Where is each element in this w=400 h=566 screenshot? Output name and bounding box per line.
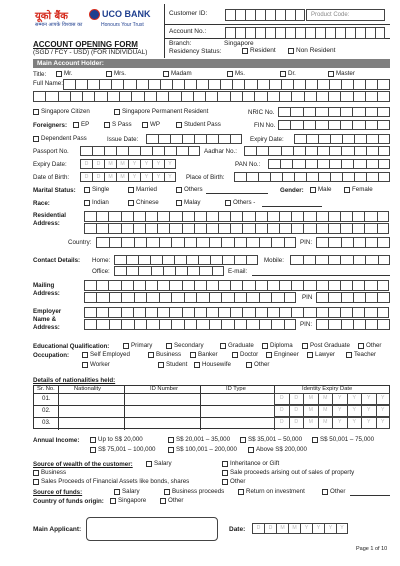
bank-hindi-tagline: सम्मान आपके विश्वास का [35, 22, 83, 28]
property-checkbox[interactable] [222, 470, 228, 476]
pob-label: Place of Birth: [186, 174, 225, 181]
funds-roi-label: Return on investment [246, 488, 305, 495]
title-mrs[interactable] [106, 70, 126, 77]
dependent-pass-checkbox[interactable] [33, 136, 39, 142]
origin-other-checkbox[interactable] [160, 498, 166, 504]
indian-checkbox[interactable] [84, 200, 90, 206]
malay-option[interactable] [176, 199, 201, 206]
income-5-option[interactable] [90, 446, 155, 453]
non-resident-option[interactable] [288, 47, 335, 54]
dr-label: Dr. [288, 70, 296, 77]
lawyer-label: Lawyer [315, 351, 335, 358]
diploma-label: Diploma [270, 342, 293, 349]
ms-label: Ms. [235, 70, 245, 77]
lawyer-option[interactable] [307, 351, 335, 358]
fin-label: FIN No. [254, 122, 276, 129]
married-checkbox[interactable] [128, 187, 134, 193]
non-resident-label: Non Resident [296, 47, 336, 54]
residency-label: Residency Status: [169, 48, 222, 55]
residential-boxes-2[interactable] [84, 223, 390, 234]
aadhar-label: Aadhar No.: [204, 148, 238, 155]
home-boxes[interactable] [114, 255, 258, 265]
inheritance-label: Inheritance or Gift [230, 460, 280, 467]
ep-label: EP [81, 121, 90, 128]
edu-other-checkbox[interactable] [358, 343, 364, 349]
residential-boxes-1[interactable] [84, 211, 390, 222]
funds-other-label: Other [330, 488, 346, 495]
madam-checkbox[interactable] [163, 71, 169, 77]
occupation-label: Occupation: [33, 352, 70, 359]
dr-checkbox[interactable] [280, 71, 286, 77]
education-label: Educational Qualification: [33, 343, 110, 350]
diploma-option[interactable] [262, 342, 293, 349]
employer-boxes-2[interactable] [84, 319, 296, 330]
occ-other-option[interactable] [246, 361, 269, 368]
mail-pin-boxes[interactable] [316, 292, 390, 303]
income-2-label: S$ 20,001 – 35,000 [176, 436, 231, 443]
wp-checkbox[interactable] [142, 122, 148, 128]
income-6-option[interactable] [168, 446, 237, 453]
wealth-salary-option[interactable] [146, 460, 172, 467]
income-3-label: S$ 35,001 – 50,000 [248, 436, 303, 443]
teacher-label: Teacher [354, 351, 377, 358]
res-pin-boxes[interactable] [316, 237, 390, 248]
passport-boxes[interactable] [80, 146, 200, 156]
worker-checkbox[interactable] [82, 362, 88, 368]
doctor-label: Doctor [240, 351, 259, 358]
female-label: Female [352, 186, 373, 193]
product-code-field[interactable] [306, 9, 385, 21]
office-label: Office: [92, 268, 110, 275]
banker-checkbox[interactable] [190, 352, 196, 358]
business-option[interactable] [148, 351, 181, 358]
employer-boxes-1[interactable] [84, 307, 390, 318]
wp-label: WP [150, 121, 160, 128]
income-7-checkbox[interactable] [248, 447, 254, 453]
ep-option[interactable] [73, 121, 89, 128]
fin-boxes[interactable] [278, 120, 390, 130]
mailing-boxes-2[interactable] [84, 292, 296, 303]
customer-id-boxes[interactable] [225, 9, 305, 21]
pan-label: PAN No.: [235, 161, 261, 168]
male-label: Male [318, 186, 332, 193]
marital-others-checkbox[interactable] [176, 187, 182, 193]
indian-label: Indian [92, 199, 109, 206]
master-label: Master [336, 70, 355, 77]
student-checkbox[interactable] [158, 362, 164, 368]
origin-sg-label: Singapore [118, 497, 147, 504]
malay-label: Malay [184, 199, 201, 206]
origin-other-label: Other [168, 497, 184, 504]
col-id-type: ID Type [226, 386, 246, 392]
single-checkbox[interactable] [84, 187, 90, 193]
female-checkbox[interactable] [344, 187, 350, 193]
income-6-checkbox[interactable] [168, 447, 174, 453]
student-pass-option[interactable] [176, 121, 221, 128]
form-title: ACCOUNT OPENING FORM [33, 40, 138, 49]
housewife-label: Housewife [202, 361, 231, 368]
financial-option[interactable] [33, 478, 189, 485]
s-pass-checkbox[interactable] [104, 122, 110, 128]
dependent-pass-label: Dependent Pass [41, 135, 87, 142]
housewife-option[interactable] [194, 361, 231, 368]
sg-citizen-checkbox[interactable] [33, 109, 39, 115]
married-label: Married [136, 186, 157, 193]
income-2-option[interactable] [168, 436, 230, 443]
nationalities-title: Details of nationalities held: [33, 377, 116, 384]
wealth-other-label: Other [230, 478, 246, 485]
origin-sg-checkbox[interactable] [110, 498, 116, 504]
funds-label: Source of funds: [33, 489, 83, 496]
main-holder-title: Main Account Holder: [37, 60, 104, 67]
income-7-label: Above S$ 200,000 [256, 446, 307, 453]
property-option[interactable] [222, 469, 354, 476]
s-pass-label: S Pass [112, 121, 132, 128]
chinese-label: Chinese [136, 199, 159, 206]
fp-expiry-label: Expiry Date: [250, 136, 284, 143]
origin-sg-option[interactable] [110, 497, 146, 504]
income-1-label: Up to S$ 20,000 [98, 436, 143, 443]
housewife-checkbox[interactable] [194, 362, 200, 368]
account-no-label: Account No.: [169, 28, 207, 35]
office-boxes[interactable] [114, 266, 224, 276]
post-graduate-checkbox[interactable] [302, 343, 308, 349]
uco-emblem-icon [89, 9, 100, 20]
property-label: Sale proceeds arising out of sales of property [230, 469, 355, 476]
resident-option[interactable] [242, 47, 276, 54]
race-others-option[interactable] [225, 199, 255, 206]
income-2-checkbox[interactable] [168, 437, 174, 443]
income-3-checkbox[interactable] [240, 437, 246, 443]
customer-id-label: Customer ID: [169, 10, 208, 17]
row1-expiry-boxes[interactable]: D D M M Y Y Y Y [274, 393, 390, 405]
pob-boxes[interactable] [234, 172, 390, 182]
doctor-checkbox[interactable] [232, 352, 238, 358]
resident-label: Resident [250, 47, 276, 54]
ep-checkbox[interactable] [73, 122, 79, 128]
marital-others-label: Others [184, 186, 203, 193]
bank-logo [33, 8, 158, 32]
diploma-checkbox[interactable] [262, 343, 268, 349]
dob-boxes[interactable]: D D M M Y Y Y Y [80, 172, 176, 182]
title-madam[interactable] [163, 70, 192, 77]
banker-label: Banker [198, 351, 218, 358]
title-mr[interactable] [56, 70, 73, 77]
country-boxes[interactable] [96, 237, 296, 248]
mail-pin-label: PIN [302, 294, 313, 301]
worker-label: Worker [90, 361, 110, 368]
product-code-label: Product Code: [311, 12, 350, 18]
income-3-option[interactable] [240, 436, 302, 443]
issue-date-boxes[interactable] [146, 134, 242, 144]
fp-expiry-boxes[interactable] [294, 134, 390, 144]
inheritance-option[interactable] [222, 460, 279, 467]
wealth-business-checkbox[interactable] [33, 470, 39, 476]
chinese-checkbox[interactable] [128, 200, 134, 206]
indian-option[interactable] [84, 199, 109, 206]
financial-label: Sales Proceeds of Financial Assets like bonds, shares [41, 478, 190, 485]
income-4-label: S$ 50,001 – 75,000 [320, 436, 375, 443]
sign-date-boxes[interactable]: D D M M Y Y Y Y [252, 523, 348, 534]
s-pass-option[interactable] [104, 121, 132, 128]
bank-hindi-name: यूको बैंक [35, 11, 68, 22]
lawyer-checkbox[interactable] [307, 352, 313, 358]
engineer-option[interactable] [266, 351, 299, 358]
madam-label: Madam [171, 70, 192, 77]
sg-pr-option[interactable] [114, 108, 208, 115]
branch-value: Singapore [224, 40, 254, 47]
title-ms[interactable] [227, 70, 245, 77]
female-option[interactable] [344, 186, 373, 193]
account-no-boxes[interactable] [225, 27, 385, 39]
email-label: E-mail: [228, 268, 248, 275]
title-master[interactable] [328, 70, 355, 77]
origin-label: Country of funds origin: [33, 498, 104, 505]
mrs-label: Mrs. [114, 70, 127, 77]
graduate-checkbox[interactable] [220, 343, 226, 349]
table-row: 03. [42, 419, 51, 426]
full-name-boxes-2[interactable] [33, 91, 390, 102]
page-number: Page 1 of 10 [356, 546, 388, 552]
foreigners-label: Foreigners: [33, 122, 68, 129]
residential-label: Residential Address: [33, 212, 67, 227]
sg-pr-checkbox[interactable] [114, 109, 120, 115]
business-checkbox[interactable] [148, 352, 154, 358]
origin-other-option[interactable] [160, 497, 183, 504]
col-expiry: Identity Expiry Date [302, 386, 353, 392]
race-label: Race: [33, 200, 50, 207]
race-others-checkbox[interactable] [225, 200, 231, 206]
primary-checkbox[interactable] [123, 343, 129, 349]
mailing-boxes-1[interactable] [84, 280, 390, 291]
funds-other-checkbox[interactable] [322, 489, 328, 495]
income-6-label: S$ 100,001 – 200,000 [176, 446, 237, 453]
mrs-checkbox[interactable] [106, 71, 112, 77]
gender-label: Gender: [280, 187, 304, 194]
country-label: Country: [68, 239, 92, 246]
teacher-option[interactable] [346, 351, 376, 358]
single-option[interactable] [84, 186, 109, 193]
mr-checkbox[interactable] [56, 71, 62, 77]
edu-other-option[interactable] [358, 342, 381, 349]
funds-business-checkbox[interactable] [164, 489, 170, 495]
primary-option[interactable] [123, 342, 152, 349]
dependent-pass-option[interactable] [33, 135, 87, 142]
income-4-checkbox[interactable] [312, 437, 318, 443]
emp-pin-label: PIN: [300, 321, 313, 328]
income-5-checkbox[interactable] [90, 447, 96, 453]
title-dr[interactable] [280, 70, 296, 77]
nric-boxes[interactable] [278, 107, 390, 117]
ms-checkbox[interactable] [227, 71, 233, 77]
pp-expiry-label: Expiry Date: [33, 161, 67, 168]
sign-date-label: Date: [229, 526, 246, 533]
wealth-other-checkbox[interactable] [222, 479, 228, 485]
business-label: Business [156, 351, 182, 358]
signature-box[interactable] [86, 517, 218, 541]
bank-tagline: Honours Your Trust [101, 22, 144, 28]
male-option[interactable] [310, 186, 331, 193]
marital-others-option[interactable] [176, 186, 203, 193]
col-nationality: Nationality [74, 386, 102, 392]
branch-label: Branch: [169, 40, 192, 47]
graduate-label: Graduate [228, 342, 254, 349]
financial-checkbox[interactable] [33, 479, 39, 485]
pan-boxes[interactable] [268, 159, 390, 169]
contact-label: Contact Details: [33, 257, 81, 264]
pp-expiry-boxes[interactable]: D D M M Y Y Y Y [80, 159, 176, 169]
edu-other-label: Other [366, 342, 382, 349]
chinese-option[interactable] [128, 199, 159, 206]
funds-salary-checkbox[interactable] [114, 489, 120, 495]
inheritance-checkbox[interactable] [222, 461, 228, 467]
resident-checkbox[interactable] [242, 48, 248, 54]
engineer-checkbox[interactable] [266, 352, 272, 358]
col-id-number: ID Number [150, 386, 179, 392]
res-pin-label: PIN: [300, 239, 313, 246]
wealth-salary-checkbox[interactable] [146, 461, 152, 467]
banker-option[interactable] [190, 351, 218, 358]
income-4-option[interactable] [312, 436, 374, 443]
funds-roi-checkbox[interactable] [238, 489, 244, 495]
income-1-checkbox[interactable] [90, 437, 96, 443]
sg-pr-label: Singapore Permanent Resident [122, 108, 209, 115]
col-sr: Sr. No. [37, 386, 55, 392]
worker-option[interactable] [82, 361, 110, 368]
master-checkbox[interactable] [328, 71, 334, 77]
row3-expiry-boxes[interactable]: D D M M Y Y Y Y [274, 417, 390, 429]
primary-label: Primary [131, 342, 153, 349]
aadhar-boxes[interactable] [244, 146, 390, 156]
single-label: Single [92, 186, 110, 193]
married-option[interactable] [128, 186, 157, 193]
home-label: Home: [92, 257, 111, 264]
post-graduate-option[interactable] [302, 342, 350, 349]
funds-business-label: Business proceeds [172, 488, 225, 495]
title-label: Title: [33, 71, 47, 78]
secondary-checkbox[interactable] [166, 343, 172, 349]
occ-other-checkbox[interactable] [246, 362, 252, 368]
doctor-option[interactable] [232, 351, 258, 358]
wealth-business-label: Business [41, 469, 67, 476]
passport-label: Passport No. [33, 148, 69, 155]
row2-expiry-boxes[interactable]: D D M M Y Y Y Y [274, 405, 390, 417]
income-5-label: S$ 75,001 – 100,000 [98, 446, 156, 453]
funds-salary-option[interactable] [114, 488, 140, 495]
mobile-boxes[interactable] [290, 255, 390, 265]
income-1-option[interactable] [90, 436, 143, 443]
self-employed-option[interactable] [82, 351, 130, 358]
mailing-label: Mailing Address: [33, 282, 60, 297]
engineer-label: Engineer [274, 351, 299, 358]
wealth-business-option[interactable] [33, 469, 66, 476]
occ-other-label: Other [254, 361, 270, 368]
male-checkbox[interactable] [310, 187, 316, 193]
non-resident-checkbox[interactable] [288, 48, 294, 54]
main-holder-bar [33, 59, 390, 68]
student-pass-label: Student Pass [184, 121, 221, 128]
funds-business-option[interactable] [164, 488, 224, 495]
self-employed-label: Self Employed [90, 351, 130, 358]
malay-checkbox[interactable] [176, 200, 182, 206]
graduate-option[interactable] [220, 342, 254, 349]
income-label: Annual Income: [33, 437, 80, 444]
race-others-label: Others - [233, 199, 256, 206]
wealth-salary-label: Salary [154, 460, 172, 467]
wp-option[interactable] [142, 121, 160, 128]
mobile-label: Mobile: [264, 257, 284, 264]
nric-label: NRIC No. [248, 109, 275, 116]
emp-pin-boxes[interactable] [316, 319, 390, 330]
funds-salary-label: Salary [122, 488, 140, 495]
wealth-other-option[interactable] [222, 478, 245, 485]
self-employed-checkbox[interactable] [82, 352, 88, 358]
student-option[interactable] [158, 361, 187, 368]
employer-label: Employer Name & Address: [33, 308, 62, 331]
secondary-label: Secondary [174, 342, 204, 349]
form-subtitle: (SGD / FCY - USD) (FOR INDIVIDUAL) [33, 49, 148, 56]
table-row: 01. [42, 395, 51, 402]
funds-other-option[interactable] [322, 488, 345, 495]
secondary-option[interactable] [166, 342, 204, 349]
income-7-option[interactable] [248, 446, 307, 453]
teacher-checkbox[interactable] [346, 352, 352, 358]
sg-citizen-option[interactable] [33, 108, 90, 115]
student-label: Student [166, 361, 188, 368]
table-row: 02. [42, 407, 51, 414]
bank-name: UCO BANK [102, 9, 151, 19]
marital-label: Marital Status: [33, 187, 76, 194]
nationalities-table [33, 385, 390, 429]
full-name-label: Full Name: [33, 80, 63, 87]
wealth-label: Source of wealth of the customer: [33, 461, 133, 468]
student-pass-checkbox[interactable] [176, 122, 182, 128]
full-name-boxes-1[interactable] [63, 79, 390, 90]
applicant-label: Main Applicant: [33, 526, 82, 533]
issue-date-label: Issue Date: [107, 136, 139, 143]
sg-citizen-label: Singapore Citizen [41, 108, 90, 115]
dob-label: Date of Birth: [33, 174, 70, 181]
post-graduate-label: Post Graduate [310, 342, 350, 349]
funds-roi-option[interactable] [238, 488, 305, 495]
mr-label: Mr. [64, 70, 73, 77]
